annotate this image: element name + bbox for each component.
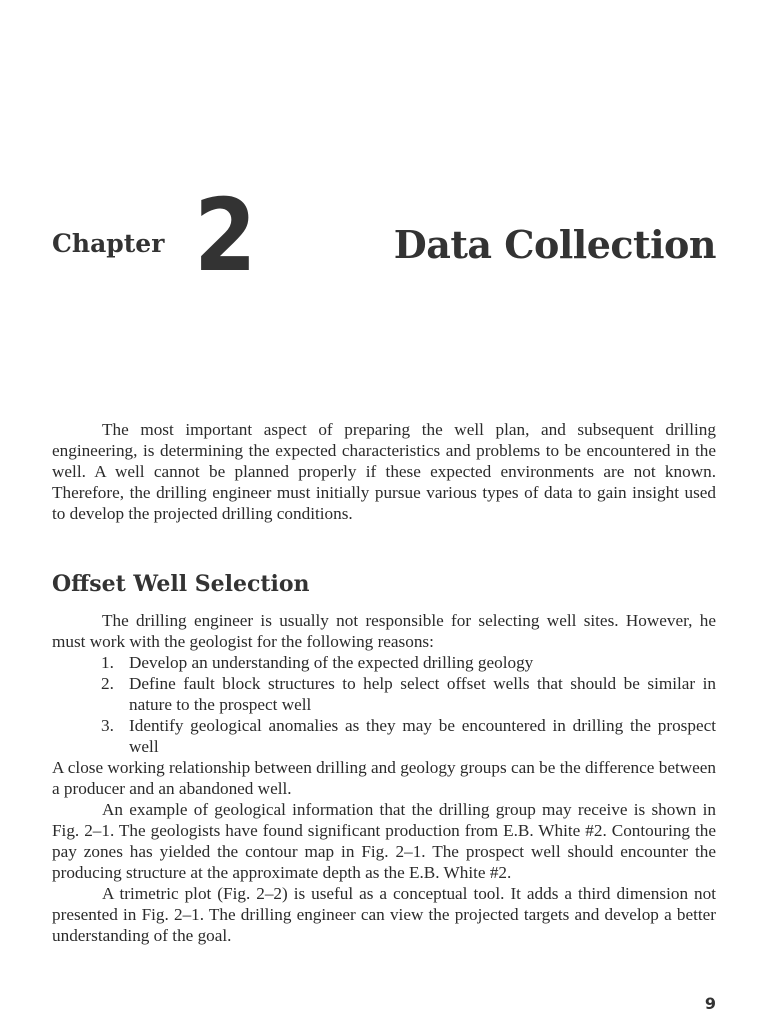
list-item-number: 3. [101,716,114,735]
section-heading: Offset Well Selection [52,571,310,597]
trimetric-paragraph: A trimetric plot (Fig. 2–2) is useful as a conceptual tool. It adds a third dimension not presented in Fig. 2–1. The drilling engineer can view the projected targets and develop a better understanding of the goal. [52,884,716,945]
list-item-number: 1. [101,653,114,672]
lead-paragraph: The drilling engineer is usually not responsible for selecting well sites. However, he must work with the geologist for the following reasons: [52,611,716,651]
list-item [52,673,716,715]
chapter-title: Data Collection [393,222,716,267]
chapter-label: Chapter [52,229,165,258]
chapter-header [0,0,768,300]
intro-paragraph: The most important aspect of preparing the well plan, and subsequent drilling engineering, is determining the expected characteristics and problems to be encountered in the well. A well cannot be planned properly if these expected environments are not known. Therefore, the drilling engineer must initially pursue various types of data to gain insight used to develop the projected drilling conditions. [52,420,716,523]
relationship-paragraph: A close working relationship between drilling and geology groups can be the difference between a producer and an abandoned well. [52,758,716,798]
list-item [52,715,716,757]
reasons-list [52,652,716,757]
list-item-text: Develop an understanding of the expected drilling geology [129,653,534,672]
section-body [52,610,716,946]
chapter-number: 2 [194,177,257,294]
list-item-number: 2. [101,674,114,693]
list-item-text: Define fault block structures to help select offset wells that should be similar in nature to the prospect well [129,674,716,714]
intro-paragraph-block [52,419,716,524]
list-item-text: Identify geological anomalies as they may be encountered in drilling the prospect well [129,716,716,756]
list-item [52,652,716,673]
example-paragraph: An example of geological information that the drilling group may receive is shown in Fig. 2–1. The geologists have found significant production from E.B. White #2. Contouring the pay zones has yielded the contour map in Fig. 2–1. The prospect well should encounter the producing structure at the approximate depth as the E.B. White #2. [52,800,716,882]
page-number: 9 [704,994,716,1013]
